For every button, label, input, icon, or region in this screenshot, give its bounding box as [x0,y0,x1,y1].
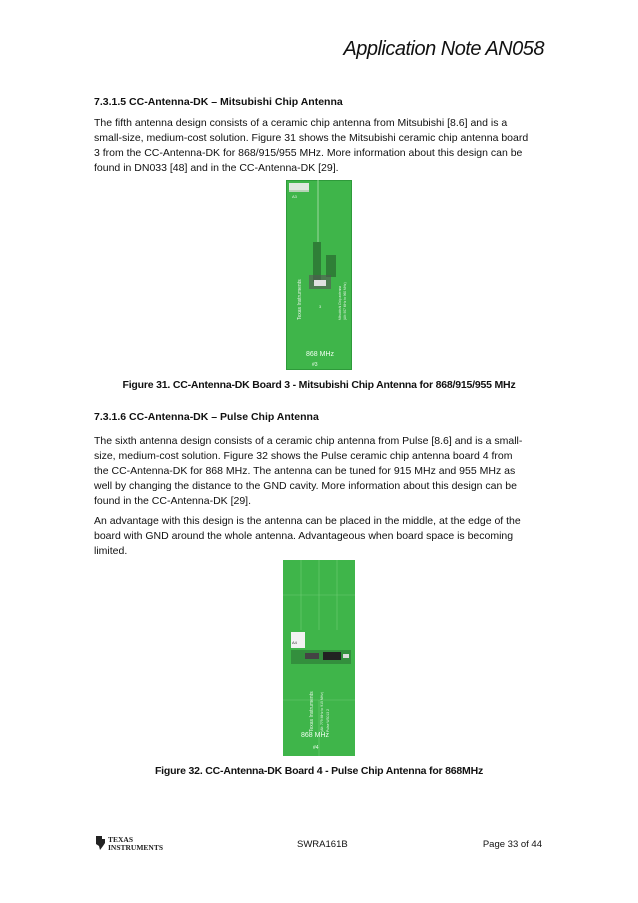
texas-instruments-logo-icon [94,833,164,853]
figure31-freq-text: 868 MHz [306,351,335,358]
section2-p2-line-1: An advantage with this design is the antenna can be placed in the middle, at the edge of the [94,515,521,527]
section2-p2-line-2: board with GND around the whole antenna. Advantageous when board space is becoming [94,530,514,542]
header-title: Application Note AN058 [343,38,544,60]
section-heading-7-3-1-6: 7.3.1.6 CC-Antenna-DK – Pulse Chip Antenna [94,411,319,423]
section1-line-4: found in DN033 [48] and in the CC-Antenna-DK [29]. [94,162,339,174]
section2-p2-line-3: limited. [94,545,128,557]
section2-p1-line-5: found in the CC-Antenna-DK [29]. [94,495,252,507]
section2-p1-line-3: the CC-Antenna-DK for 868 MHz. The antenna can be tuned for 915 MHz and 955 MHz as [94,465,516,477]
figure31-num-text: #3 [312,362,318,368]
figure31-side2-text: (Alt: 907 MHz to 960 MHz) [343,282,347,320]
figure32-freq-text: 868 MHz [301,732,330,739]
figure32-caption: Figure 32. CC-Antenna-DK Board 4 - Pulse Chip Antenna for 868MHz [154,765,484,777]
section1-line-3: 3 from the CC-Antenna-DK for 868/915/955 MHz. More information about this design can be [94,147,523,159]
figure31-caption: Figure 31. CC-Antenna-DK Board 3 - Mitsubishi Chip Antenna for 868/915/955 MHz [122,379,516,391]
figure32-board-image [283,560,355,756]
section2-p1-line-1: The sixth antenna design consists of a ceramic chip antenna from Pulse [8.6] and is a small- [94,435,523,447]
logo-text-top: TEXAS [108,835,134,844]
section1-line-2: small-size, medium-cost solution. Figure 31 shows the Mitsubishi ceramic chip antenna board [94,132,529,144]
section1-line-1: The fifth antenna design consists of a ceramic chip antenna from Mitsubishi [8.6] and is a [94,117,508,129]
section2-p1-line-4: well by changing the distance to the GND cavity. More information about this design can be [94,480,517,492]
footer-page-number: Page 33 of 44 [482,839,542,850]
figure31-label-b: 3 [319,304,322,309]
logo-text-bottom: INSTRUMENTS [108,843,164,852]
figure32-side-text: (Alt: 779 MHz to 915 MHz) [320,692,324,732]
figure31-label-a: A3 [292,194,297,199]
figure32-num-text: #4 [313,745,319,751]
figure31-ti-text: Texas Instruments [297,279,303,320]
section-heading-7-3-1-5: 7.3.1.5 CC-Antenna-DK – Mitsubishi Chip Antenna [94,96,343,108]
figure32-ti-text: Texas Instruments [309,691,315,732]
figure31-board-image [286,180,352,370]
figure31-side-text: Mitsubishi Chip antenna [338,285,342,320]
section2-p1-line-2: size, medium-cost solution. Figure 32 shows the Pulse ceramic chip antenna board 4 from [94,450,513,462]
figure32-side2-text: Pulse W3013 2 [326,709,330,732]
figure32-label-a: A4 [292,640,297,645]
footer-doc-id: SWRA161B [297,839,348,850]
